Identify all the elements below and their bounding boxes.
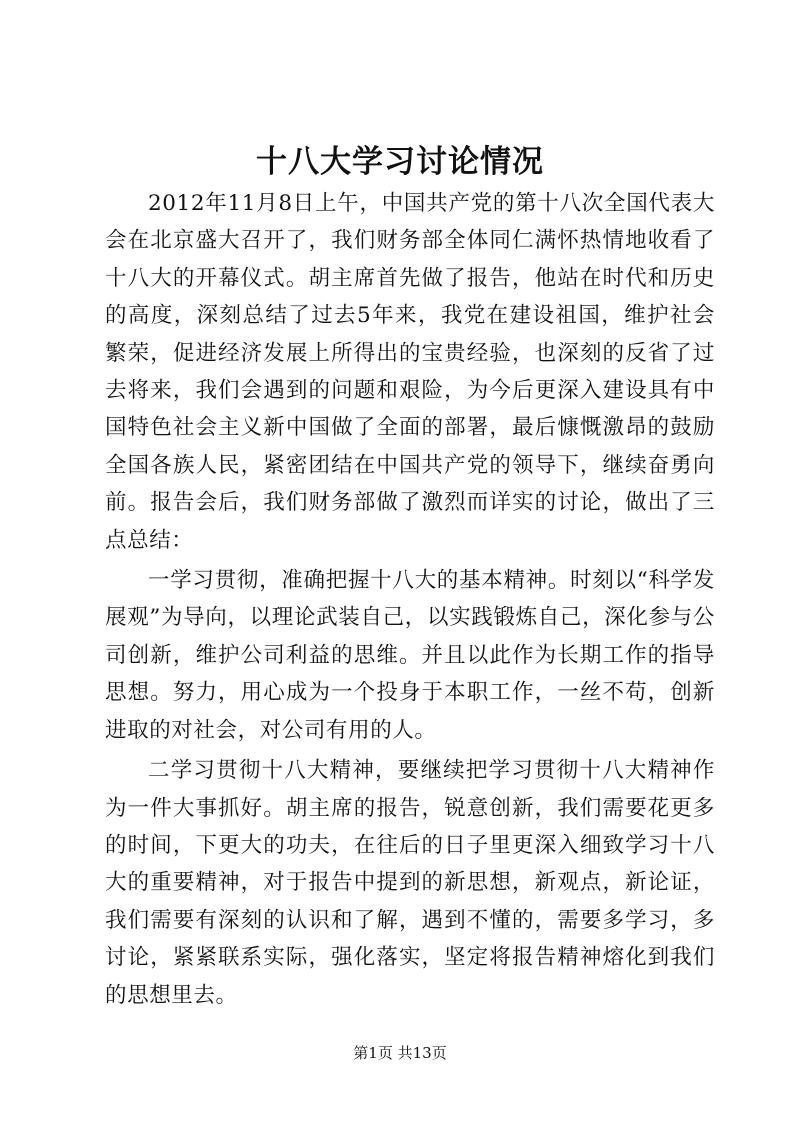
paragraph-point-two: 二学习贯彻十八大精神，要继续把学习贯彻十八大精神作为一件大事抓好。胡主席的报告，锐意创新，我们需要花更多的时间，下更大的功夫，在往后的日子里更深入细致学习十八大的重要精神，对于报告中提到的新思想，新观点，新论证，我们需要有深刻的认识和了解，遇到不懂的，需要多学习，多讨论，紧紧联系实际，强化落实，坚定将报告精神熔化到我们的思想里去。 [105,758,715,1008]
document-title: 十八大学习讨论情况 [256,144,544,180]
page-footer: 第1页 共13页 [353,1044,447,1062]
document-body [105,185,715,1014]
paragraph-point-one: 一学习贯彻，准确把握十八大的基本精神。时刻以“科学发展观”为导向，以理论武装自己，以实践锻炼自己，深化参与公司创新，维护公司利益的思维。并且以此作为长期工作的指导思想。努力，用心成为一个投身于本职工作，一丝不苟，创新进取的对社会，对公司有用的人。 [105,568,715,743]
paragraph-intro: 2012年11月8日上午，中国共产党的第十八次全国代表大会在北京盛大召开了，我们财务部全体同仁满怀热情地收看了十八大的开幕仪式。胡主席首先做了报告，他站在时代和历史的高度，深刻总结了过去5年来，我党在建设祖国，维护社会繁荣，促进经济发展上所得出的宝贵经验，也深刻的反省了过去将来，我们会遇到的问题和艰险，为今后更深入建设具有中国特色社会主义新中国做了全面的部署，最后慷慨激昂的鼓励全国各族人民，紧密团结在中国共产党的领导下，继续奋勇向前。报告会后，我们财务部做了激烈而详实的讨论，做出了三点总结： [105,191,715,553]
